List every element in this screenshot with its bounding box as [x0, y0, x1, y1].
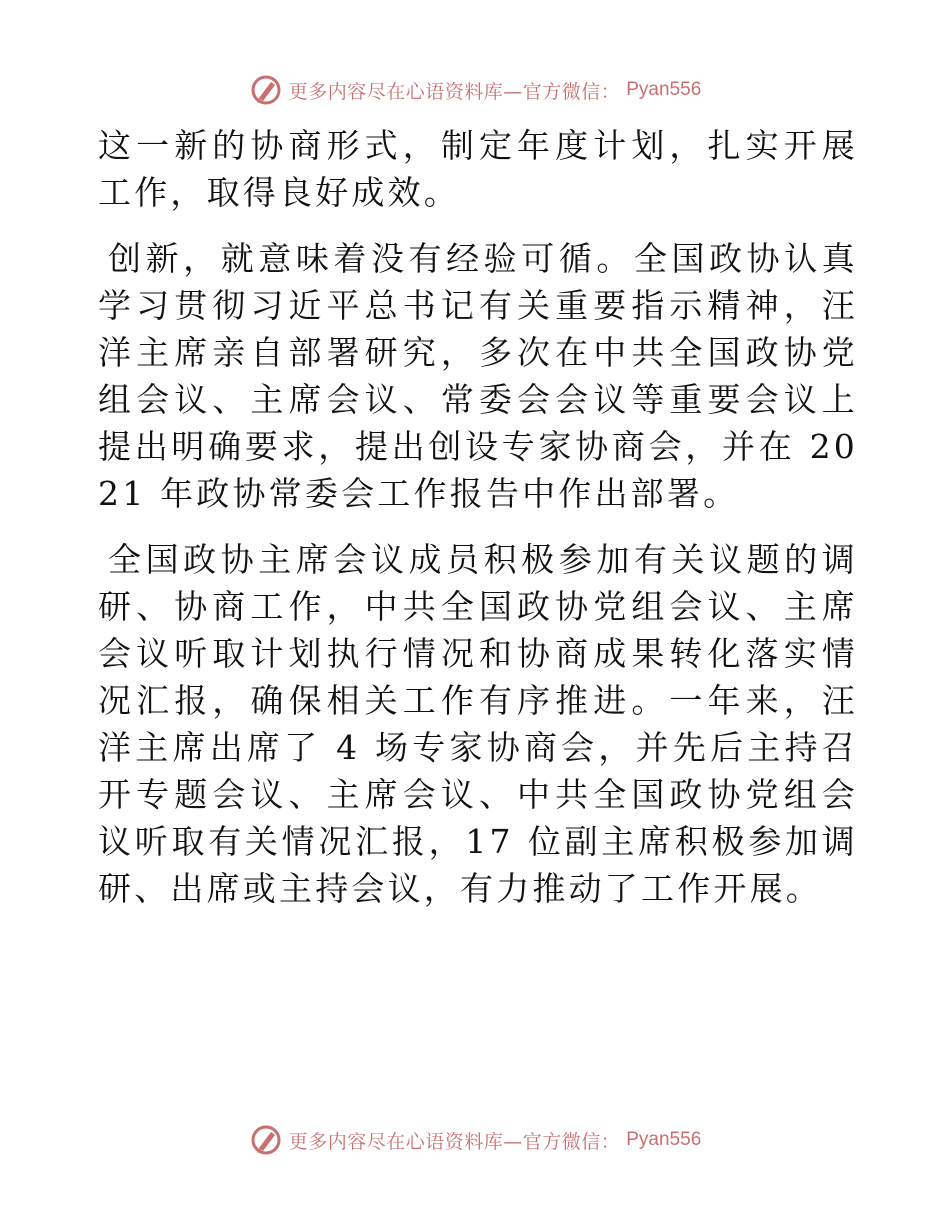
watermark-wechat-id: Pyan556 [626, 79, 702, 100]
paragraph-3: 全国政协主席会议成员积极参加有关议题的调研、协商工作，中共全国政协党组会议、主席会议听取计划执行情况和协商成果转化落实情况汇报，确保相关工作有序推进。一年来，汪洋主席出席了 4 场专家协商会，并先后主持召开专题会议、主席会议、中共全国政协党组会议听取有关情况汇报，17 位副主席积极参加调研、出席或主持会议，有力推动了工作开展。 [98, 540, 858, 908]
pen-logo-icon [249, 1123, 283, 1157]
watermark-text: 更多内容尽在心语资料库—官方微信： [288, 1130, 621, 1153]
pen-logo-icon [249, 73, 283, 107]
watermark-wechat-id: Pyan556 [626, 1129, 702, 1150]
paragraph-1: 这一新的协商形式，制定年度计划，扎实开展工作，取得良好成效。 [98, 126, 858, 212]
paragraph-2: 创新，就意味着没有经验可循。全国政协认真学习贯彻习近平总书记有关重要指示精神，汪洋主席亲自部署研究，多次在中共全国政协党组会议、主席会议、常委会会议等重要会议上提出明确要求，提出创设专家协商会，并在 2021 年政协常委会工作报告中作出部署。 [98, 239, 858, 513]
document-body [98, 122, 858, 931]
watermark-text: 更多内容尽在心语资料库—官方微信： [288, 80, 621, 103]
header-watermark [0, 70, 950, 110]
footer-watermark [0, 1120, 950, 1160]
